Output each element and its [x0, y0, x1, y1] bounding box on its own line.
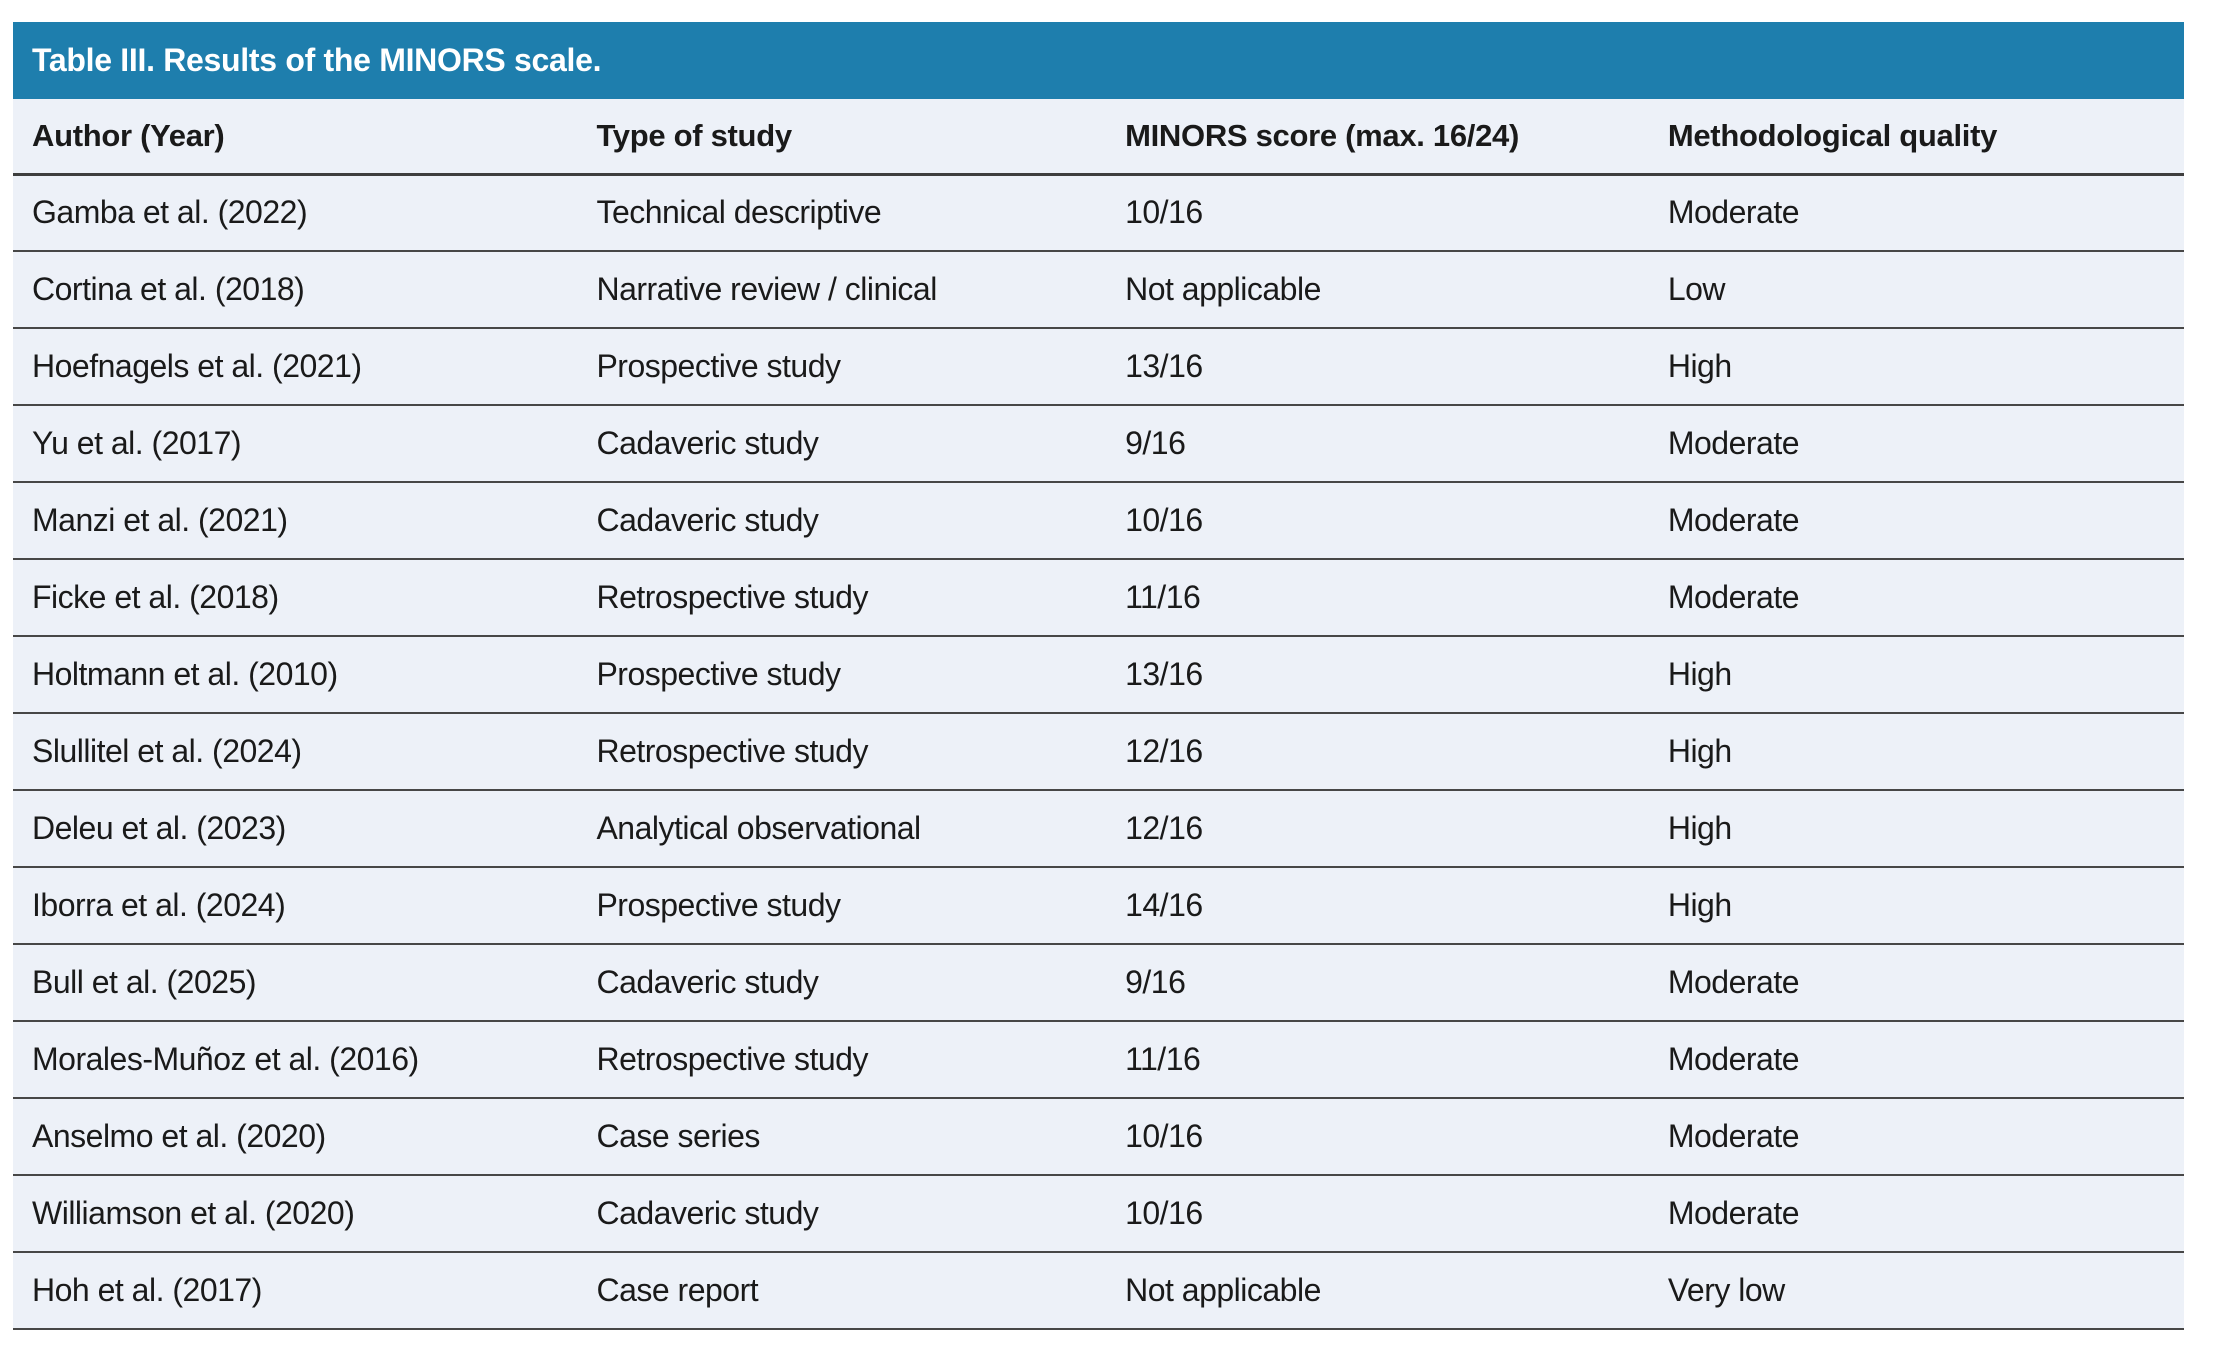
table-cell-author: Slullitel et al. (2024) [13, 713, 577, 790]
table-row [13, 1098, 2184, 1175]
table-cell-quality: Moderate [1649, 1021, 2184, 1098]
table-cell-score: 10/16 [1106, 482, 1649, 559]
table-cell-quality: Moderate [1649, 559, 2184, 636]
table-cell-quality: Moderate [1649, 405, 2184, 482]
table-cell-type: Cadaveric study [577, 405, 1106, 482]
table-cell-type: Prospective study [577, 636, 1106, 713]
table-cell-quality: High [1649, 790, 2184, 867]
table-cell-score: 10/16 [1106, 1175, 1649, 1252]
table-cell-author: Williamson et al. (2020) [13, 1175, 577, 1252]
table-cell-quality: Moderate [1649, 1098, 2184, 1175]
table-cell-author: Morales-Muñoz et al. (2016) [13, 1021, 577, 1098]
table-title: Table III. Results of the MINORS scale. [32, 42, 602, 78]
table-cell-author: Holtmann et al. (2010) [13, 636, 577, 713]
table-cell-quality: High [1649, 867, 2184, 944]
table-row [13, 1175, 2184, 1252]
table-cell-quality: Moderate [1649, 944, 2184, 1021]
col-header-author: Author (Year) [13, 99, 577, 174]
table-cell-author: Gamba et al. (2022) [13, 174, 577, 251]
table-cell-score: 9/16 [1106, 944, 1649, 1021]
table-cell-type: Retrospective study [577, 1021, 1106, 1098]
table-cell-type: Cadaveric study [577, 1175, 1106, 1252]
table-cell-score: 12/16 [1106, 790, 1649, 867]
table-cell-score: 9/16 [1106, 405, 1649, 482]
table-cell-author: Bull et al. (2025) [13, 944, 577, 1021]
table-cell-quality: Very low [1649, 1252, 2184, 1329]
table-cell-author: Hoh et al. (2017) [13, 1252, 577, 1329]
table-row [13, 251, 2184, 328]
table-cell-author: Hoefnagels et al. (2021) [13, 328, 577, 405]
table-cell-score: 13/16 [1106, 636, 1649, 713]
table-cell-author: Manzi et al. (2021) [13, 482, 577, 559]
col-header-score: MINORS score (max. 16/24) [1106, 99, 1649, 174]
table-body [13, 174, 2184, 1329]
table-cell-author: Anselmo et al. (2020) [13, 1098, 577, 1175]
minors-table [13, 99, 2184, 1330]
table-row [13, 1021, 2184, 1098]
table-cell-score: 11/16 [1106, 1021, 1649, 1098]
table-cell-quality: Moderate [1649, 482, 2184, 559]
table-cell-author: Ficke et al. (2018) [13, 559, 577, 636]
table-cell-score: 10/16 [1106, 1098, 1649, 1175]
table-row [13, 790, 2184, 867]
table-cell-score: 13/16 [1106, 328, 1649, 405]
table-cell-type: Analytical observational [577, 790, 1106, 867]
table-cell-quality: High [1649, 636, 2184, 713]
col-header-quality: Methodological quality [1649, 99, 2184, 174]
table-cell-author: Deleu et al. (2023) [13, 790, 577, 867]
table-cell-author: Yu et al. (2017) [13, 405, 577, 482]
table-cell-type: Technical descriptive [577, 174, 1106, 251]
table-cell-type: Retrospective study [577, 713, 1106, 790]
table-row [13, 944, 2184, 1021]
table-cell-type: Case report [577, 1252, 1106, 1329]
table-cell-type: Cadaveric study [577, 482, 1106, 559]
table-cell-quality: High [1649, 328, 2184, 405]
table-cell-score: 14/16 [1106, 867, 1649, 944]
table-row [13, 713, 2184, 790]
table-cell-quality: Moderate [1649, 174, 2184, 251]
table-cell-quality: High [1649, 713, 2184, 790]
table-cell-score: 11/16 [1106, 559, 1649, 636]
table-row [13, 867, 2184, 944]
table-cell-type: Cadaveric study [577, 944, 1106, 1021]
table-cell-author: Cortina et al. (2018) [13, 251, 577, 328]
table-cell-score: 12/16 [1106, 713, 1649, 790]
table-row [13, 328, 2184, 405]
table-row [13, 636, 2184, 713]
table-cell-score: Not applicable [1106, 251, 1649, 328]
table-row [13, 405, 2184, 482]
col-header-type: Type of study [577, 99, 1106, 174]
table-row [13, 482, 2184, 559]
minors-table-card [13, 22, 2184, 1330]
table-cell-type: Prospective study [577, 867, 1106, 944]
table-cell-author: Iborra et al. (2024) [13, 867, 577, 944]
table-cell-score: 10/16 [1106, 174, 1649, 251]
table-cell-type: Prospective study [577, 328, 1106, 405]
table-cell-type: Narrative review / clinical [577, 251, 1106, 328]
table-cell-type: Retrospective study [577, 559, 1106, 636]
table-title-bar [13, 22, 2184, 99]
table-cell-type: Case series [577, 1098, 1106, 1175]
header-row [13, 99, 2184, 174]
table-cell-quality: Low [1649, 251, 2184, 328]
table-row [13, 559, 2184, 636]
table-cell-quality: Moderate [1649, 1175, 2184, 1252]
table-row [13, 174, 2184, 251]
table-row [13, 1252, 2184, 1329]
table-cell-score: Not applicable [1106, 1252, 1649, 1329]
